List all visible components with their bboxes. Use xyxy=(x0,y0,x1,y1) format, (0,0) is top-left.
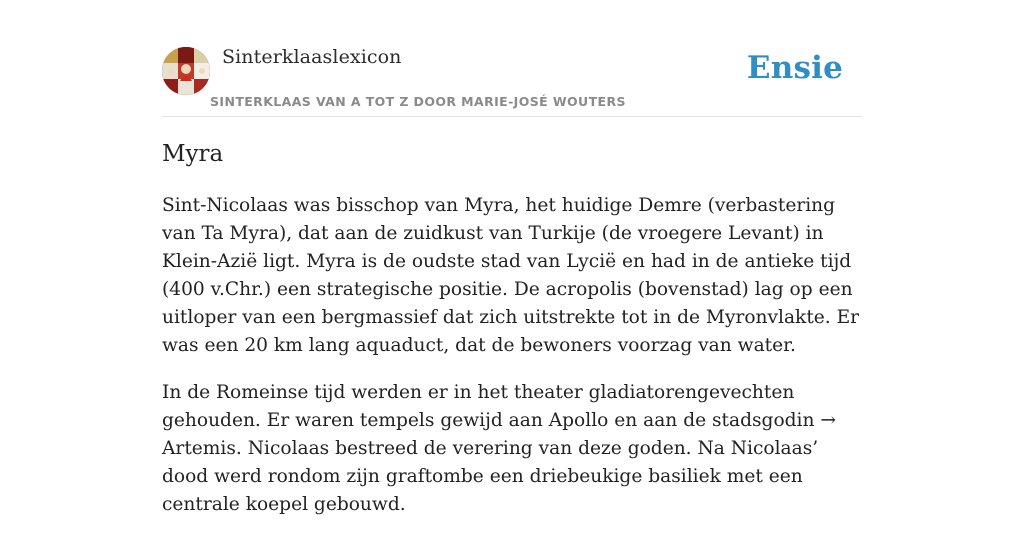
site-subtitle: SINTERKLAAS VAN A TOT Z DOOR MARIE-JOSÉ WOUTERS xyxy=(210,94,626,109)
page xyxy=(162,0,862,515)
header xyxy=(162,0,862,117)
paragraph: Sint-Nicolaas was bisschop van Myra, het huidige Demre (verbastering van Ta Myra), dat aan de zuidkust van Turkije (de vroegere Levant) in Klein-Azië ligt. Myra is de oudste stad van Lycië en had in de antieke tijd (400 v.Chr.) een strategische positie. De acropolis (bovenstad) lag op een uitloper van een bergmassief dat zich uitstrekte tot in de Myronvlakte. Er was een 20 km lang aquaduct, dat de bewoners voorzag van water. xyxy=(162,195,860,356)
avatar-image xyxy=(162,47,210,95)
artemis-link[interactable]: → Artemis xyxy=(162,410,836,459)
ensie-logo-link[interactable]: Ensie xyxy=(746,50,843,86)
paragraph-text: . Nicolaas bestreed de verering van deze goden. Na Nicolaas’ dood werd rondom zijn graftombe een driebeukige basiliek met een centrale koepel gebouwd. xyxy=(162,438,819,515)
paragraph xyxy=(162,379,862,519)
site-name[interactable]: Sinterklaaslexicon xyxy=(222,46,402,68)
article-body xyxy=(162,192,862,538)
article-title: Myra xyxy=(162,141,224,167)
avatar[interactable] xyxy=(162,47,210,95)
paragraph-text: In de Romeinse tijd werden er in het theater gladiatorengevechten gehouden. Er waren tempels gewijd aan Apollo en aan de stadsgodin xyxy=(162,382,821,431)
